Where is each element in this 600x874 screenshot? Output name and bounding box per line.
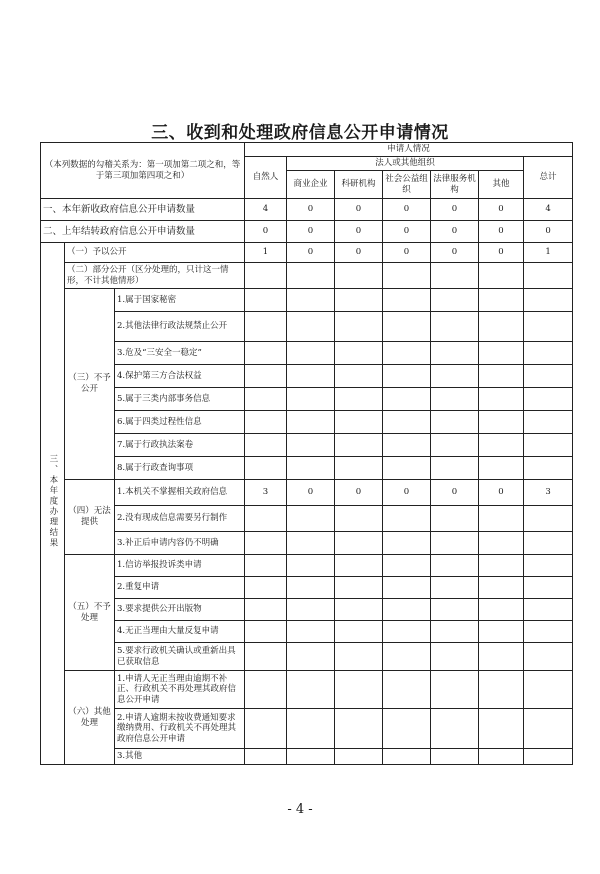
cell-value: 0 <box>524 221 573 243</box>
item-label: 8.属于行政查询事项 <box>115 457 245 480</box>
cell-value: 4 <box>245 199 287 221</box>
item-label: 5.要求行政机关确认或重新出具已获取信息 <box>115 643 245 671</box>
row-label: 一、本年新收政府信息公开申请数量 <box>41 199 245 221</box>
item-label: 2.重复申请 <box>115 577 245 599</box>
item-label: 7.属于行政执法案卷 <box>115 434 245 457</box>
table-row <box>41 434 573 457</box>
table-row <box>41 480 573 506</box>
table-row <box>41 342 573 365</box>
header-org: 其他 <box>479 171 524 199</box>
item-label: 1.属于国家秘密 <box>115 289 245 312</box>
table-row <box>41 365 573 388</box>
cell-value: 0 <box>479 221 524 243</box>
table-row <box>41 709 573 749</box>
header-legal-group: 法人或其他组织 <box>287 157 524 171</box>
header-applicant: 申请人情况 <box>245 143 573 157</box>
header-org: 科研机构 <box>335 171 383 199</box>
item-label: 6.属于四类过程性信息 <box>115 411 245 434</box>
page-title: 三、收到和处理政府信息公开申请情况 <box>151 123 449 143</box>
group-label: （五）不予处理 <box>65 555 115 671</box>
group-label: （三）不予公开 <box>65 289 115 480</box>
cell-value: 0 <box>383 221 431 243</box>
item-label: 4.无正当理由大量反复申请 <box>115 621 245 643</box>
page-number: - 4 - <box>287 802 313 817</box>
table-row <box>41 749 573 765</box>
item-label: 5.属于三类内部事务信息 <box>115 388 245 411</box>
cell-value: 0 <box>383 199 431 221</box>
row-label: （一）予以公开 <box>65 243 245 263</box>
cell-value: 0 <box>431 480 479 506</box>
table-row <box>41 388 573 411</box>
item-label: 1.信访举报投诉类申请 <box>115 555 245 577</box>
cell-value: 1 <box>524 243 573 263</box>
cell-value: 0 <box>287 199 335 221</box>
table-row <box>41 199 573 221</box>
header-natural-person: 自然人 <box>245 157 287 199</box>
cell-value: 0 <box>335 221 383 243</box>
cell-value: 0 <box>431 221 479 243</box>
table-row <box>41 532 573 555</box>
table-row <box>41 243 573 263</box>
table-row <box>41 263 573 289</box>
cell-value: 1 <box>245 243 287 263</box>
table-row <box>41 577 573 599</box>
cell-value: 0 <box>335 199 383 221</box>
cell-value: 0 <box>335 480 383 506</box>
header-org: 法律服务机构 <box>431 171 479 199</box>
cell-value: 0 <box>335 243 383 263</box>
item-label: 3.补正后申请内容仍不明确 <box>115 532 245 555</box>
header-note: （本列数据的勾稽关系为：第一项加第二项之和，等于第三项加第四项之和） <box>41 143 245 199</box>
table-row <box>41 506 573 532</box>
item-label: 1.申请人无正当理由逾期不补正、行政机关不再处理其政府信息公开申请 <box>115 671 245 709</box>
header-total: 总计 <box>524 157 573 199</box>
row-label: （二）部分公开（区分处理的，只计这一情形，不计其他情形） <box>65 263 245 289</box>
cell-value: 0 <box>287 221 335 243</box>
cell-value: 0 <box>479 243 524 263</box>
cell-value: 0 <box>245 221 287 243</box>
section-label <box>41 243 65 765</box>
cell-value: 0 <box>431 243 479 263</box>
row-label: 二、上年结转政府信息公开申请数量 <box>41 221 245 243</box>
group-label: （六）其他处理 <box>65 671 115 765</box>
table-row <box>41 457 573 480</box>
table-row <box>41 289 573 312</box>
item-label: 1.本机关不掌握相关政府信息 <box>115 480 245 506</box>
item-label: 2.申请人逾期未按收费通知要求缴纳费用、行政机关不再处理其政府信息公开申请 <box>115 709 245 749</box>
header-org: 社会公益组织 <box>383 171 431 199</box>
section-label-text: 三、本年度办理结果 <box>47 454 58 549</box>
table-row <box>41 621 573 643</box>
table-row <box>41 643 573 671</box>
item-label: 3.要求提供公开出版物 <box>115 599 245 621</box>
cell-value: 0 <box>479 199 524 221</box>
table-row <box>41 312 573 342</box>
cell-value: 0 <box>431 199 479 221</box>
item-label: 2.其他法律行政法规禁止公开 <box>115 312 245 342</box>
table-row <box>41 671 573 709</box>
cell-value: 3 <box>245 480 287 506</box>
item-label: 2.没有现成信息需要另行制作 <box>115 506 245 532</box>
cell-value: 3 <box>524 480 573 506</box>
cell-value: 0 <box>479 480 524 506</box>
item-label: 4.保护第三方合法权益 <box>115 365 245 388</box>
cell-value: 0 <box>287 480 335 506</box>
item-label: 3.危及“三安全一稳定” <box>115 342 245 365</box>
table-row <box>41 411 573 434</box>
item-label: 3.其他 <box>115 749 245 765</box>
cell-value: 4 <box>524 199 573 221</box>
group-label: （四）无法提供 <box>65 480 115 555</box>
header-org: 商业企业 <box>287 171 335 199</box>
report-table <box>40 142 573 765</box>
cell-value: 0 <box>383 480 431 506</box>
cell-value: 0 <box>287 243 335 263</box>
table-row <box>41 599 573 621</box>
table-row <box>41 221 573 243</box>
cell-value: 0 <box>383 243 431 263</box>
table-row <box>41 555 573 577</box>
